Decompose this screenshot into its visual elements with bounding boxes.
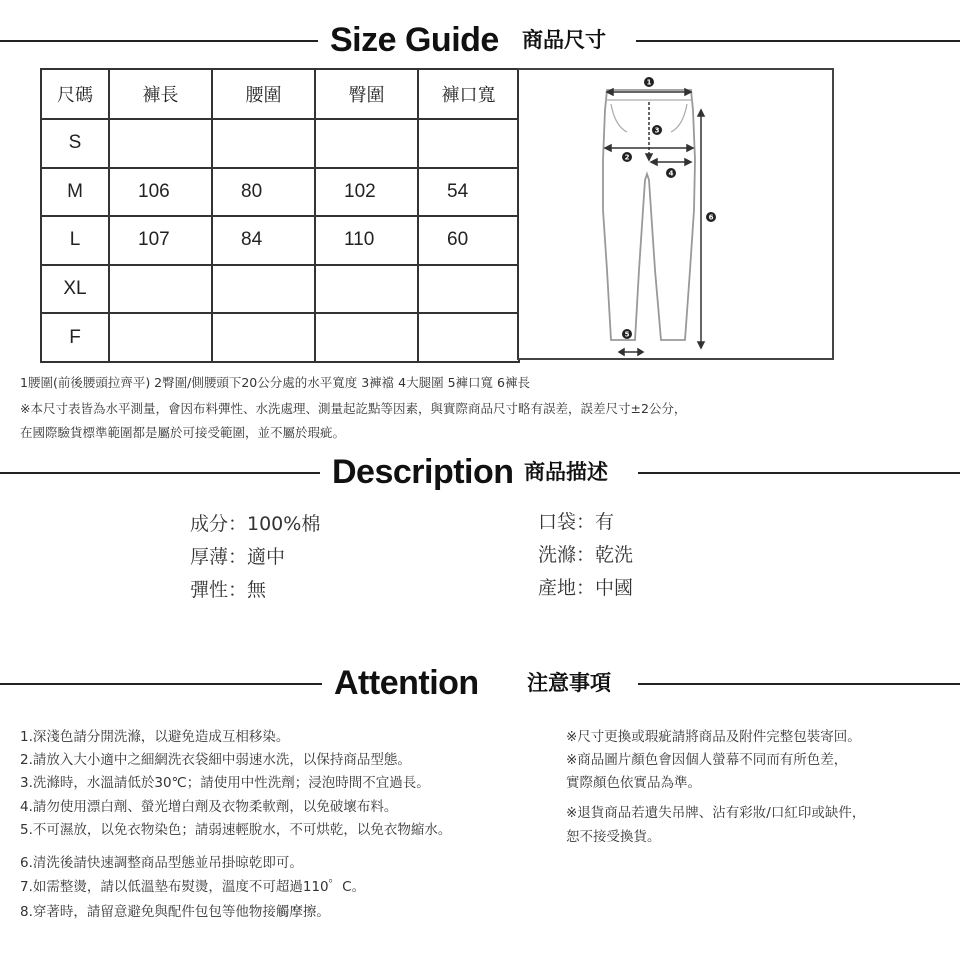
table-cell: 107: [109, 216, 212, 265]
desc-thickness: 厚薄：適中: [190, 546, 286, 568]
table-cell: [418, 265, 519, 314]
marker-5: 5: [624, 330, 630, 339]
marker-3: 3: [654, 126, 660, 135]
size-guide-title-en: Size Guide: [330, 21, 499, 59]
heading-rule-left: [0, 40, 318, 42]
table-cell: [212, 119, 315, 168]
policy-item-3: ※退貨商品若遺失吊牌、沾有彩妝/口紅印或缺件，: [566, 805, 866, 821]
table-cell: [212, 313, 315, 362]
size-guide-title-zh: 商品尺寸: [522, 28, 606, 52]
pants-diagram-svg: [519, 70, 832, 358]
table-cell: 110: [315, 216, 418, 265]
table-cell: [418, 119, 519, 168]
heading-rule-right: [636, 40, 960, 42]
care-item-6: 6.清洗後請快速調整商品型態並吊掛晾乾即可。: [20, 855, 303, 871]
table-row: [41, 265, 519, 314]
table-cell: [109, 265, 212, 314]
heading-rule-right: [638, 683, 960, 685]
policy-item-1: ※尺寸更換或瑕疵請將商品及附件完整包裝寄回。: [566, 729, 861, 745]
column-header: 臀圍: [315, 69, 418, 119]
table-cell: 60: [418, 216, 519, 265]
description-title-zh: 商品描述: [524, 460, 608, 484]
description-title-en: Description: [332, 453, 514, 491]
column-header: 褲長: [109, 69, 212, 119]
table-cell: [315, 119, 418, 168]
column-header: 褲口寬: [418, 69, 519, 119]
table-cell: [315, 265, 418, 314]
care-item-8: 8.穿著時，請留意避免與配件包包等他物接觸摩擦。: [20, 904, 330, 920]
heading-rule-left: [0, 683, 322, 685]
attention-title-en: Attention: [334, 664, 479, 702]
measurement-disclaimer-cont: 在國際驗貨標準範圍都是屬於可接受範圍，並不屬於瑕疵。: [20, 425, 346, 440]
description-heading: [0, 452, 960, 492]
desc-material: 成分：100%棉: [190, 513, 321, 535]
size-label: XL: [41, 265, 109, 314]
measurement-disclaimer: ※本尺寸表皆為水平測量，會因布料彈性、水洗處理、測量起訖點等因素，與實際商品尺寸略有誤差，誤差尺寸±2公分，: [20, 401, 687, 416]
care-item-2: 2.請放入大小適中之細網洗衣袋細中弱速水洗，以保持商品型態。: [20, 752, 411, 768]
size-table: [40, 68, 520, 363]
table-row: [41, 313, 519, 362]
desc-origin: 產地：中國: [538, 577, 634, 599]
table-cell: [418, 313, 519, 362]
attention-heading: [0, 663, 960, 703]
care-item-7: 7.如需整燙，請以低溫墊布熨燙，溫度不可超過110゜C。: [20, 879, 366, 895]
table-row: [41, 216, 519, 265]
table-row: [41, 168, 519, 217]
size-label: L: [41, 216, 109, 265]
column-header: 尺碼: [41, 69, 109, 119]
table-cell: 84: [212, 216, 315, 265]
marker-6: 6: [708, 213, 714, 222]
table-cell: [109, 119, 212, 168]
measurement-legend: 1腰圍(前後腰頭拉齊平) 2臀圍/側腰頭下20公分處的水平寬度 3褲襠 4大腿圍 5褲口寬 6褲長: [20, 375, 530, 390]
care-item-3: 3.洗滌時，水溫請低於30℃；請使用中性洗劑；浸泡時間不宜過長。: [20, 775, 430, 791]
heading-rule-left: [0, 472, 320, 474]
desc-washing: 洗滌：乾洗: [538, 544, 634, 566]
heading-rule-right: [638, 472, 960, 474]
policy-item-2: ※商品圖片顏色會因個人螢幕不同而有所色差，: [566, 752, 848, 768]
marker-1: 1: [646, 78, 652, 87]
table-row: [41, 119, 519, 168]
desc-pocket: 口袋：有: [538, 511, 615, 533]
care-item-4: 4.請勿使用漂白劑、螢光增白劑及衣物柔軟劑，以免破壞布料。: [20, 799, 398, 815]
table-cell: 54: [418, 168, 519, 217]
policy-item-3-cont: 恕不接受換貨。: [566, 829, 661, 845]
size-label: M: [41, 168, 109, 217]
table-cell: 102: [315, 168, 418, 217]
marker-2: 2: [624, 153, 630, 162]
column-header: 腰圍: [212, 69, 315, 119]
table-cell: [212, 265, 315, 314]
marker-4: 4: [668, 169, 674, 178]
size-guide-heading: [0, 20, 960, 60]
desc-elasticity: 彈性：無: [190, 579, 267, 601]
size-label: S: [41, 119, 109, 168]
size-table-header: [41, 69, 519, 119]
pants-measurement-diagram: [517, 68, 834, 360]
table-cell: 106: [109, 168, 212, 217]
table-cell: 80: [212, 168, 315, 217]
table-cell: [315, 313, 418, 362]
care-item-1: 1.深淺色請分開洗滌，以避免造成互相移染。: [20, 729, 290, 745]
policy-item-2-cont: 實際顏色依實品為準。: [566, 775, 701, 791]
care-item-5: 5.不可濕放，以免衣物染色；請弱速輕脫水，不可烘乾，以免衣物縮水。: [20, 822, 452, 838]
table-cell: [109, 313, 212, 362]
size-label: F: [41, 313, 109, 362]
attention-title-zh: 注意事項: [527, 671, 611, 695]
